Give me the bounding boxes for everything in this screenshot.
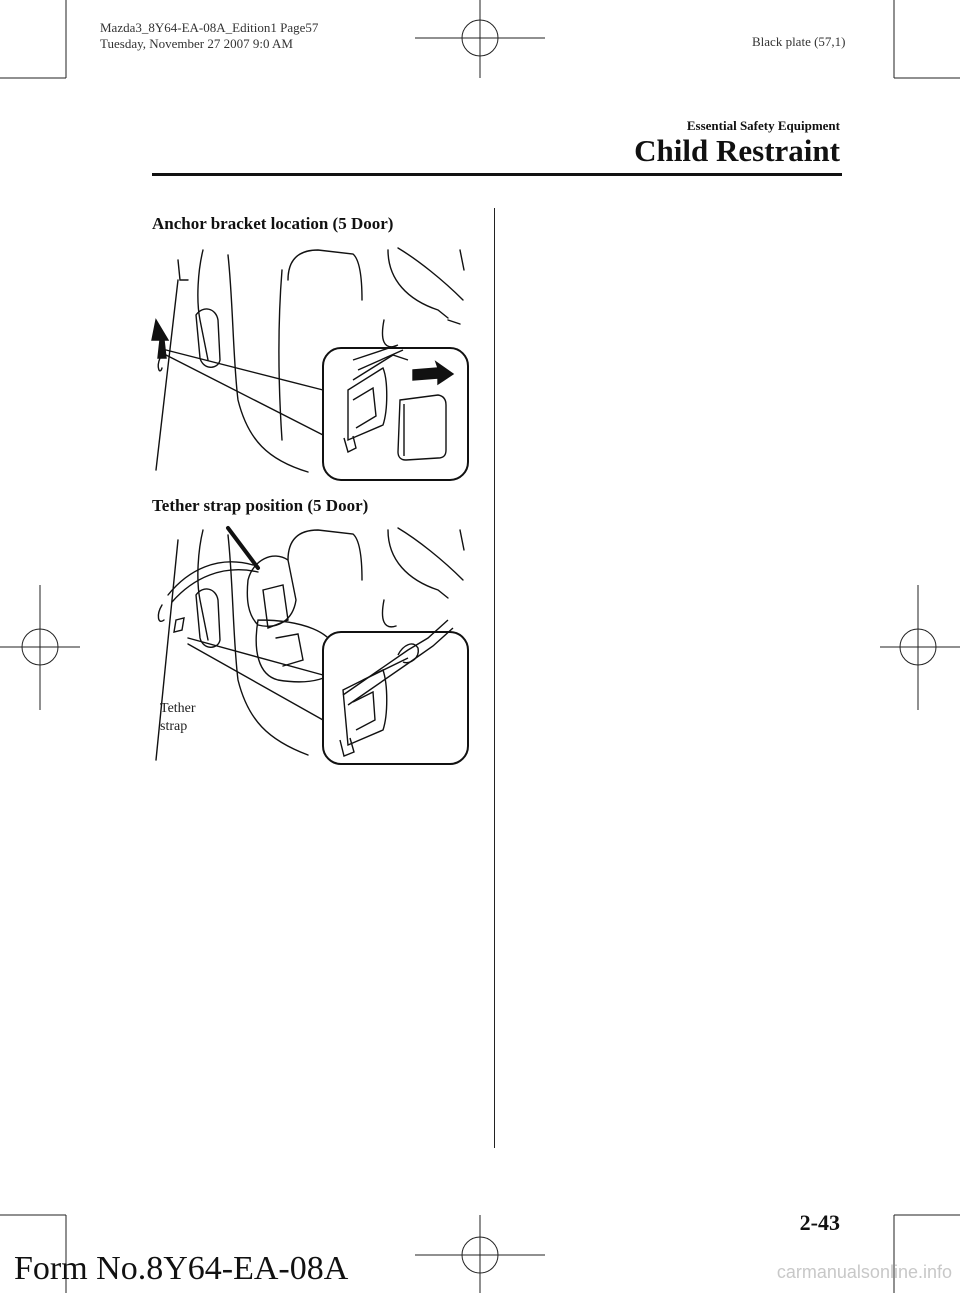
print-plate: Black plate (57,1) xyxy=(752,34,846,49)
section-title: Child Restraint xyxy=(634,133,840,168)
tether-callout-line2: strap xyxy=(160,719,188,734)
page-number: 2-43 xyxy=(799,1210,840,1235)
print-metadata xyxy=(100,20,318,52)
tether-strap-illustration xyxy=(148,520,473,770)
print-meta-date: Tuesday, November 27 2007 9:0 AM xyxy=(100,36,293,51)
figure-caption-tether-strap: Tether strap position (5 Door) xyxy=(152,496,369,515)
column-divider xyxy=(494,208,495,1148)
anchor-bracket-illustration xyxy=(148,240,473,485)
watermark-text: carmanualsonline.info xyxy=(776,1262,952,1282)
header-rule xyxy=(152,173,842,176)
print-meta-file: Mazda3_8Y64-EA-08A_Edition1 Page57 xyxy=(100,20,319,35)
tether-strap-callout xyxy=(160,700,196,736)
form-number: Form No.8Y64-EA-08A xyxy=(14,1250,349,1287)
tether-callout-line1: Tether xyxy=(160,701,196,716)
figure-caption-anchor-bracket: Anchor bracket location (5 Door) xyxy=(152,214,394,233)
section-label: Essential Safety Equipment xyxy=(686,118,840,133)
